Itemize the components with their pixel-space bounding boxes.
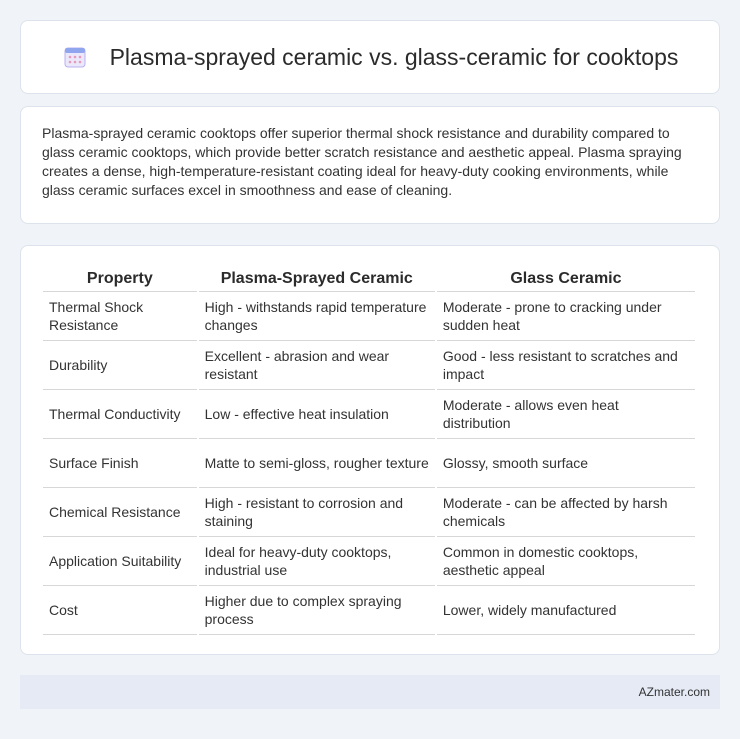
table-cell: Higher due to complex spraying process bbox=[199, 586, 435, 635]
table-row bbox=[43, 537, 695, 586]
table-cell: Chemical Resistance bbox=[43, 488, 197, 537]
column-header: Plasma-Sprayed Ceramic bbox=[199, 266, 435, 292]
table-cell: Application Suitability bbox=[43, 537, 197, 586]
calendar-icon bbox=[62, 44, 88, 70]
table-row bbox=[43, 292, 695, 341]
table-cell: High - resistant to corrosion and staining bbox=[199, 488, 435, 537]
table-cell: Common in domestic cooktops, aesthetic appeal bbox=[437, 537, 695, 586]
summary-card bbox=[20, 106, 720, 224]
page-title: Plasma-sprayed ceramic vs. glass-ceramic for cooktops bbox=[109, 43, 679, 70]
table-cell: Cost bbox=[43, 586, 197, 635]
table-row bbox=[43, 390, 695, 439]
table-cell: Matte to semi-gloss, rougher texture bbox=[199, 439, 435, 488]
table-cell: Good - less resistant to scratches and impact bbox=[437, 341, 695, 390]
table-cell: Excellent - abrasion and wear resistant bbox=[199, 341, 435, 390]
column-header: Property bbox=[43, 266, 197, 292]
table-cell: Moderate - can be affected by harsh chemicals bbox=[437, 488, 695, 537]
table-cell: Thermal Conductivity bbox=[43, 390, 197, 439]
column-header: Glass Ceramic bbox=[437, 266, 695, 292]
title-card bbox=[20, 20, 720, 94]
comparison-table bbox=[41, 266, 697, 635]
table-cell: Moderate - allows even heat distribution bbox=[437, 390, 695, 439]
table-row bbox=[43, 439, 695, 488]
table-cell: Ideal for heavy-duty cooktops, industrial use bbox=[199, 537, 435, 586]
table-cell: Lower, widely manufactured bbox=[437, 586, 695, 635]
table-row bbox=[43, 341, 695, 390]
table-cell: Moderate - prone to cracking under sudden heat bbox=[437, 292, 695, 341]
table-cell: High - withstands rapid temperature changes bbox=[199, 292, 435, 341]
table-row bbox=[43, 586, 695, 635]
table-row bbox=[43, 488, 695, 537]
footer bbox=[20, 675, 720, 709]
table-cell: Surface Finish bbox=[43, 439, 197, 488]
title-bar bbox=[21, 21, 719, 93]
table-cell: Low - effective heat insulation bbox=[199, 390, 435, 439]
table-header-row bbox=[43, 266, 695, 292]
comparison-card bbox=[20, 245, 720, 655]
summary-text: Plasma-sprayed ceramic cooktops offer superior thermal shock resistance and durability compared to glass ceramic cooktops, which provide better scratch resistance and aesthetic appeal. Plasma spraying creates a dense, high-temperature-resistant coating ideal for heavy-duty cooking environments, while glass ceramic surfaces excel in smoothness and ease of cleaning. bbox=[42, 125, 682, 198]
table-cell: Durability bbox=[43, 341, 197, 390]
footer-brand: AZmater.com bbox=[638, 685, 710, 699]
table-cell: Glossy, smooth surface bbox=[437, 439, 695, 488]
table-cell: Thermal Shock Resistance bbox=[43, 292, 197, 341]
